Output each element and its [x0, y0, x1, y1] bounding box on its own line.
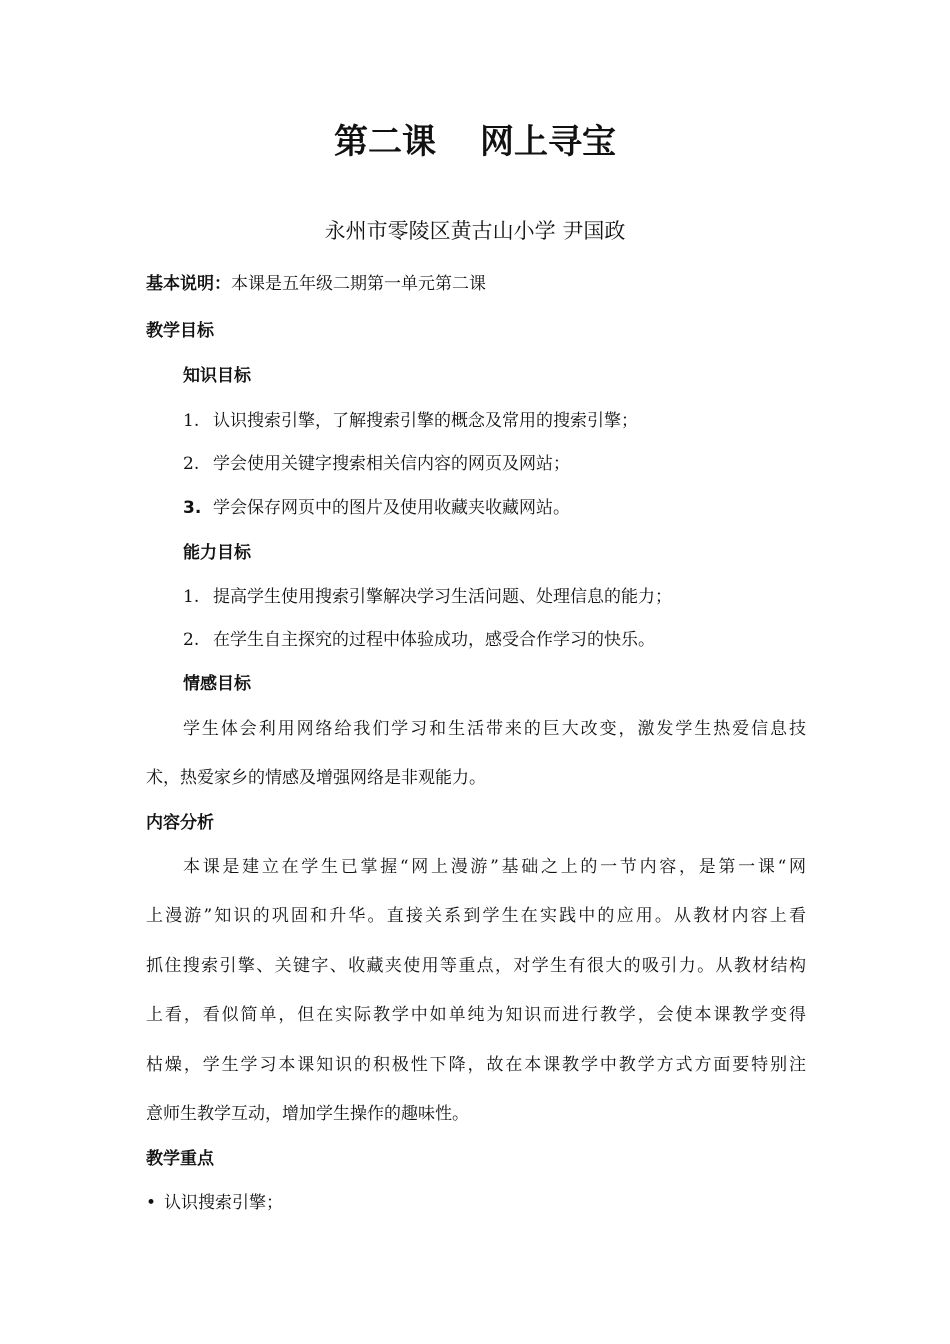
list-item: 1. 提高学生使用搜索引擎解决学习生活问题、处理信息的能力； [183, 587, 672, 607]
section-heading-key-points: 教学重点 [146, 1149, 214, 1169]
basic-info [146, 271, 806, 297]
paragraph-line: 抓住搜索引擎、关键字、收藏夹使用等重点，对学生有很大的吸引力。从教材结构 [146, 956, 806, 976]
subheading-emotion: 情感目标 [183, 674, 251, 694]
subheading-knowledge: 知识目标 [183, 366, 251, 386]
list-item: 2. 在学生自主探究的过程中体验成功，感受合作学习的快乐。 [183, 630, 655, 650]
subheading-ability: 能力目标 [183, 543, 251, 563]
paragraph-line: 意师生教学互动，增加学生操作的趣味性。 [146, 1104, 469, 1124]
basic-info-label: 基本说明： [146, 274, 231, 294]
list-item: 2. 学会使用关键字搜索相关信内容的网页及网站； [183, 454, 570, 474]
lesson-number: 第二课 [334, 122, 436, 162]
list-item: 1. 认识搜索引擎，了解搜索引擎的概念及常用的搜索引擎； [183, 411, 638, 431]
bullet-icon: • [146, 1193, 157, 1213]
paragraph-line: 枯燥，学生学习本课知识的积极性下降，故在本课教学中教学方式方面要特别注 [146, 1055, 806, 1075]
lesson-title [0, 118, 950, 166]
section-heading-goals: 教学目标 [146, 321, 214, 341]
paragraph-line: 本课是建立在学生已掌握“网上漫游”基础之上的一节内容，是第一课“网 [183, 857, 806, 877]
paragraph-line: 上漫游”知识的巩固和升华。直接关系到学生在实践中的应用。从教材内容上看 [146, 906, 806, 926]
list-item: • 认识搜索引擎； [146, 1190, 806, 1216]
paragraph-line: 上看，看似简单，但在实际教学中如单纯为知识而进行教学，会使本课教学变得 [146, 1005, 806, 1025]
author-line: 永州市零陵区黄古山小学 尹国政 [324, 219, 626, 243]
list-item: 3. 学会保存网页中的图片及使用收藏夹收藏网站。 [183, 498, 570, 518]
basic-info-text: 本课是五年级二期第一单元第二课 [231, 274, 486, 294]
lesson-name: 网上寻宝 [480, 122, 616, 162]
paragraph-line: 术，热爱家乡的情感及增强网络是非观能力。 [146, 768, 486, 788]
section-heading-content: 内容分析 [146, 813, 214, 833]
paragraph-line: 学生体会利用网络给我们学习和生活带来的巨大改变，激发学生热爱信息技 [183, 719, 806, 739]
